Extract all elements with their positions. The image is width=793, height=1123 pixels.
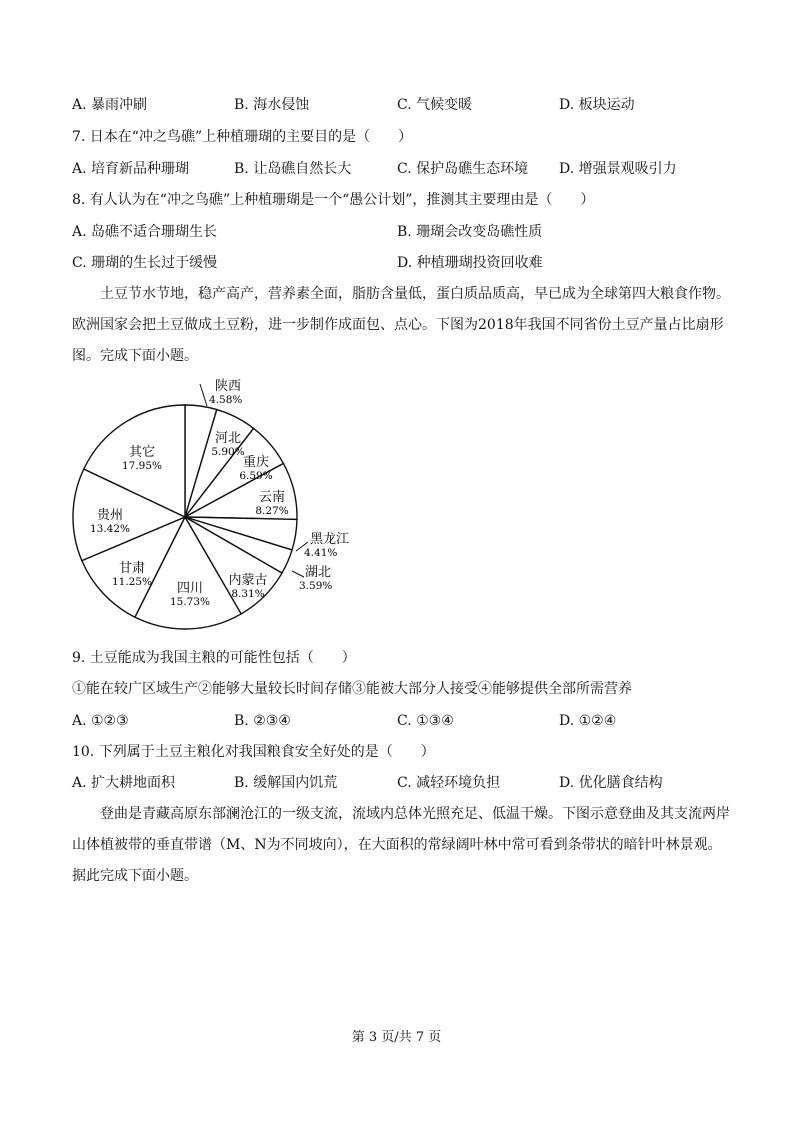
q7-option-b[interactable]: B. 让岛礁自然长大: [234, 161, 352, 177]
q10-option-b[interactable]: B. 缓解国内饥荒: [234, 775, 338, 791]
pie-label-name-6: 内蒙古: [228, 573, 268, 588]
pie-label-value-0: 4.58%: [209, 394, 243, 406]
pie-label-value-1: 5.90%: [211, 446, 245, 458]
potato-production-pie-chart: [60, 372, 380, 642]
pie-label-name-2: 重庆: [242, 455, 270, 470]
q8-option-d[interactable]: D. 种植珊瑚投资回收难: [397, 255, 543, 271]
q9-stem: 9. 土豆能成为我国主粮的可能性包括（ ）: [72, 650, 356, 666]
pie-label-value-4: 4.41%: [304, 547, 338, 559]
q9-option-a[interactable]: A. ①②③: [72, 713, 129, 729]
q8-stem: 8. 有人认为在“冲之鸟礁”上种植珊瑚是一个“愚公计划”，推测其主要理由是（ ）: [72, 192, 595, 208]
q9-option-b[interactable]: B. ②③④: [234, 713, 291, 729]
q10-option-c[interactable]: C. 减轻环境负担: [397, 775, 501, 791]
q7-option-d[interactable]: D. 增强景观吸引力: [559, 161, 677, 177]
pie-label-name-0: 陕西: [215, 379, 242, 394]
pie-label-name-3: 云南: [258, 490, 286, 505]
q9-option-d[interactable]: D. ①②④: [559, 713, 617, 729]
pie-label-value-9: 13.42%: [89, 523, 131, 535]
q7-stem: 7. 日本在“冲之鸟礁”上种植珊瑚的主要目的是（ ）: [72, 129, 413, 145]
pie-label-value-10: 17.95%: [121, 460, 163, 472]
pie-leader-line-5: [292, 571, 304, 577]
q7-option-a[interactable]: A. 培育新品种珊瑚: [72, 161, 190, 177]
pie-label-value-7: 15.73%: [169, 596, 211, 608]
dengqu-intro-text: 登曲是青藏高原东部澜沧江的一级支流，流域内总体光照充足、低温干燥。下图示意登曲及其支流两岸山体植被带的垂直带谱（M、N为不同坡向），在大面积的常绿阔叶林中常可看到条带状的暗针叶林景观。据此完成下面小题。: [72, 806, 730, 884]
q6-option-b[interactable]: B. 海水侵蚀: [234, 97, 310, 113]
pie-label-value-5: 3.59%: [299, 580, 333, 592]
pie-label-value-2: 6.59%: [239, 470, 273, 482]
q8-option-c[interactable]: C. 珊瑚的生长过于缓慢: [72, 255, 218, 271]
q10-stem: 10. 下列属于土豆主粮化对我国粮食安全好处的是（ ）: [72, 744, 435, 760]
pie-leader-line-0: [200, 384, 207, 406]
q6-option-c[interactable]: C. 气候变暖: [397, 97, 473, 113]
pie-label-name-4: 黑龙江: [310, 532, 350, 547]
pie-label-name-7: 四川: [176, 581, 204, 596]
q10-option-a[interactable]: A. 扩大耕地面积: [72, 775, 176, 791]
pie-label-value-3: 8.27%: [255, 505, 289, 517]
potato-intro-text: 土豆节水节地，稳产高产，营养素全面，脂肪含量低，蛋白质品质高，早已成为全球第四大粮食作物。欧洲国家会把土豆做成土豆粉，进一步制作成面包、点心。下图为2018年我国不同省份土豆产量占比扇形图。完成下面小题。: [72, 286, 730, 364]
pie-label-name-5: 湖北: [305, 565, 332, 580]
pie-label-name-1: 河北: [214, 431, 242, 446]
q6-option-a[interactable]: A. 暴雨冲刷: [72, 97, 148, 113]
q8-option-a[interactable]: A. 岛礁不适合珊瑚生长: [72, 224, 218, 240]
q9-option-c[interactable]: C. ①③④: [397, 713, 454, 729]
pie-label-name-10: 其它: [128, 445, 156, 460]
pie-label-name-9: 贵州: [96, 508, 124, 523]
pie-label-name-8: 甘肃: [118, 561, 146, 576]
dengqu-intro-paragraph: [72, 799, 732, 892]
pie-label-value-6: 8.31%: [231, 588, 265, 600]
potato-intro-paragraph: [72, 279, 732, 372]
pie-label-value-8: 11.25%: [111, 576, 153, 588]
q9-statements: ①能在较广区域生产②能够大量较长时间存储③能被大部分人接受④能够提供全部所需营养: [72, 681, 632, 697]
page-footer: 第 3 页/共 7 页: [351, 1030, 442, 1045]
q10-option-d[interactable]: D. 优化膳食结构: [559, 775, 663, 791]
q6-option-d[interactable]: D. 板块运动: [559, 97, 635, 113]
q8-option-b[interactable]: B. 珊瑚会改变岛礁性质: [397, 224, 543, 240]
q7-option-c[interactable]: C. 保护岛礁生态环境: [397, 161, 529, 177]
